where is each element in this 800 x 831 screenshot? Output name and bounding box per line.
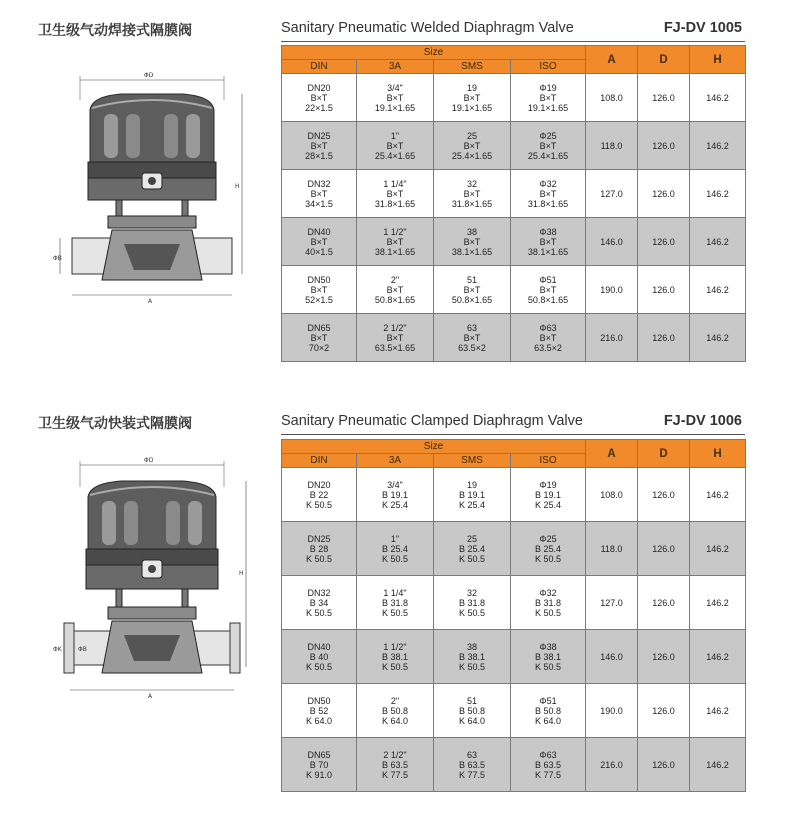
cell-h: 146.2 <box>690 170 746 218</box>
cell-line: 31.8×1.65 <box>527 198 569 209</box>
cell-line: 1" <box>390 533 400 544</box>
cell-d: 126.0 <box>638 266 690 314</box>
cell-line: B×T <box>539 140 557 151</box>
cell-line: K 50.5 <box>305 661 333 672</box>
cell-line: K 50.5 <box>534 553 562 564</box>
cell-line: DN50 <box>307 695 331 706</box>
cell-a: 190.0 <box>586 684 638 738</box>
cell-line: 1 1/4" <box>383 587 407 598</box>
cell-line: 50.8×1.65 <box>374 294 416 305</box>
cell-line: Φ32 <box>539 587 557 598</box>
cell-line: K 50.5 <box>458 607 486 618</box>
cell-line: B 31.8 <box>381 597 409 608</box>
header-iso: ISO <box>511 454 586 468</box>
cell-line: B×T <box>310 236 328 247</box>
cell-d: 126.0 <box>638 522 690 576</box>
table-row <box>282 630 746 684</box>
cell-iso <box>511 74 586 122</box>
cell-line: B 31.8 <box>458 597 486 608</box>
cell-iso <box>511 738 586 792</box>
cell-line: K 50.5 <box>305 499 333 510</box>
cell-iso <box>511 122 586 170</box>
cell-sms <box>434 684 511 738</box>
cell-line: B 52 <box>309 705 329 716</box>
cell-iso <box>511 576 586 630</box>
cell-line: B 38.1 <box>458 651 486 662</box>
cell-line: K 50.5 <box>305 553 333 564</box>
cell-line: 1 1/2" <box>383 226 407 237</box>
header-a: A <box>586 440 638 468</box>
model-code-welded: FJ-DV 1005 <box>663 20 742 36</box>
cell-sms <box>434 170 511 218</box>
cell-d: 126.0 <box>638 576 690 630</box>
rib-1 <box>104 114 118 158</box>
cell-a3 <box>357 218 434 266</box>
cell-line: DN65 <box>307 322 331 333</box>
cell-line: 32 <box>466 178 477 189</box>
cell-line: B×T <box>310 284 328 295</box>
cell-line: B 38.1 <box>381 651 409 662</box>
cell-line: B×T <box>386 236 404 247</box>
cell-a: 216.0 <box>586 738 638 792</box>
table-row <box>282 218 746 266</box>
cell-line: B×T <box>386 284 404 295</box>
welded-spec-table <box>281 45 746 362</box>
table-row <box>282 468 746 522</box>
cell-line: DN20 <box>307 479 331 490</box>
cell-iso <box>511 314 586 362</box>
cell-line: 19 <box>466 479 477 490</box>
cell-line: 25 <box>466 533 477 544</box>
cell-a3 <box>357 738 434 792</box>
cell-line: 50.8×1.65 <box>527 294 569 305</box>
cell-line: DN32 <box>307 587 331 598</box>
cell-line: B 34 <box>309 597 329 608</box>
dim-b-label: ΦB <box>78 646 87 653</box>
cell-line: 63 <box>466 749 477 760</box>
cell-a3 <box>357 74 434 122</box>
cell-a: 118.0 <box>586 122 638 170</box>
dim-b-label: ΦB <box>53 255 62 262</box>
header-h: H <box>690 46 746 74</box>
cell-d: 126.0 <box>638 468 690 522</box>
cell-a: 146.0 <box>586 218 638 266</box>
welded-valve-drawing <box>52 70 262 310</box>
cell-line: 51 <box>466 695 477 706</box>
cell-line: B×T <box>310 188 328 199</box>
cell-line: B 40 <box>309 651 329 662</box>
cell-a3 <box>357 314 434 362</box>
cell-line: B 25.4 <box>534 543 562 554</box>
header-sms: SMS <box>434 454 511 468</box>
cell-line: 25 <box>466 130 477 141</box>
cell-din <box>282 576 357 630</box>
cell-line: 31.8×1.65 <box>374 198 416 209</box>
dim-h-label: H <box>235 183 240 190</box>
welded-table-body <box>282 74 746 362</box>
cell-line: B 22 <box>309 489 329 500</box>
cell-h: 146.2 <box>690 522 746 576</box>
dim-a-label: A <box>148 693 153 700</box>
dim-a-label: A <box>148 298 153 305</box>
cell-line: B×T <box>463 188 481 199</box>
cell-line: 63 <box>466 322 477 333</box>
cell-iso <box>511 266 586 314</box>
cell-line: 70×2 <box>308 342 330 353</box>
cell-line: B×T <box>310 140 328 151</box>
clamped-valve-drawing <box>52 455 262 705</box>
dim-d-label: ΦD <box>144 457 154 464</box>
cell-sms <box>434 576 511 630</box>
cell-din <box>282 522 357 576</box>
cell-line: 63.5×1.65 <box>374 342 416 353</box>
cell-line: B 50.8 <box>534 705 562 716</box>
cell-line: 19 <box>466 82 477 93</box>
dim-h-label: H <box>239 570 244 577</box>
header-3a: 3A <box>357 60 434 74</box>
clamp-ferrule-left <box>64 623 74 673</box>
en-title-welded: Sanitary Pneumatic Welded Diaphragm Valve <box>281 20 574 36</box>
header-d: D <box>638 46 690 74</box>
dim-k-label: ΦK <box>53 646 62 653</box>
header-din: DIN <box>282 454 357 468</box>
cell-line: Φ19 <box>539 82 557 93</box>
cell-line: 31.8×1.65 <box>451 198 493 209</box>
cell-line: K 50.5 <box>458 661 486 672</box>
header-sms: SMS <box>434 60 511 74</box>
cell-sms <box>434 522 511 576</box>
cell-din <box>282 684 357 738</box>
cell-sms <box>434 122 511 170</box>
model-code-clamped: FJ-DV 1006 <box>663 413 742 429</box>
header-h: H <box>690 440 746 468</box>
table-row <box>282 74 746 122</box>
cell-line: B 70 <box>309 759 329 770</box>
cell-line: B×T <box>539 284 557 295</box>
cell-line: 2 1/2" <box>383 322 407 333</box>
cell-din <box>282 122 357 170</box>
cell-d: 126.0 <box>638 218 690 266</box>
cell-line: K 25.4 <box>381 499 409 510</box>
cell-line: K 64.0 <box>381 715 409 726</box>
cell-line: B×T <box>463 332 481 343</box>
cell-line: K 50.5 <box>458 553 486 564</box>
cell-line: 63.5×2 <box>458 342 486 353</box>
cell-line: B×T <box>386 140 404 151</box>
cell-h: 146.2 <box>690 314 746 362</box>
cell-din <box>282 738 357 792</box>
cell-h: 146.2 <box>690 738 746 792</box>
cell-line: 38 <box>466 226 477 237</box>
table-row <box>282 522 746 576</box>
cell-line: B 63.5 <box>534 759 562 770</box>
cell-line: Φ19 <box>539 479 557 490</box>
cell-din <box>282 630 357 684</box>
cell-line: K 50.5 <box>381 607 409 618</box>
cell-line: K 50.5 <box>381 553 409 564</box>
cell-line: B 25.4 <box>381 543 409 554</box>
cell-line: DN50 <box>307 274 331 285</box>
cell-sms <box>434 266 511 314</box>
cell-line: B×T <box>310 332 328 343</box>
cell-h: 146.2 <box>690 218 746 266</box>
cell-line: Φ63 <box>539 322 557 333</box>
cell-line: 63.5×2 <box>534 342 562 353</box>
cell-line: 3/4" <box>387 479 403 490</box>
cell-line: 38.1×1.65 <box>374 246 416 257</box>
cell-d: 126.0 <box>638 630 690 684</box>
cell-line: B×T <box>463 236 481 247</box>
header-size: Size <box>282 46 586 60</box>
cell-line: 22×1.5 <box>305 102 333 113</box>
cell-iso <box>511 684 586 738</box>
cell-line: DN40 <box>307 641 331 652</box>
header-a: A <box>586 46 638 74</box>
cell-h: 146.2 <box>690 576 746 630</box>
cell-a3 <box>357 468 434 522</box>
cell-h: 146.2 <box>690 630 746 684</box>
cell-line: B×T <box>539 188 557 199</box>
cell-d: 126.0 <box>638 684 690 738</box>
cell-din <box>282 218 357 266</box>
cell-line: Φ51 <box>539 695 557 706</box>
cell-line: K 77.5 <box>534 769 562 780</box>
cell-line: 25.4×1.65 <box>451 150 493 161</box>
cell-line: B×T <box>386 332 404 343</box>
cell-line: B 31.8 <box>534 597 562 608</box>
clamped-spec-table <box>281 439 746 792</box>
cell-line: Φ38 <box>539 226 557 237</box>
cell-line: DN20 <box>307 82 331 93</box>
cell-line: 38.1×1.65 <box>451 246 493 257</box>
cell-line: B×T <box>310 92 328 103</box>
cell-line: K 50.5 <box>381 661 409 672</box>
cell-line: 50.8×1.65 <box>451 294 493 305</box>
cell-din <box>282 74 357 122</box>
cell-line: B 63.5 <box>458 759 486 770</box>
cell-line: B×T <box>463 140 481 151</box>
cell-h: 146.2 <box>690 266 746 314</box>
cell-line: 2" <box>390 695 400 706</box>
cell-iso <box>511 218 586 266</box>
clamp-ferrule-right <box>230 623 240 673</box>
cell-line: B 50.8 <box>381 705 409 716</box>
cell-line: B 25.4 <box>458 543 486 554</box>
cell-line: B 28 <box>309 543 329 554</box>
cell-line: B×T <box>539 332 557 343</box>
cell-iso <box>511 468 586 522</box>
header-3a: 3A <box>357 454 434 468</box>
cell-a3 <box>357 522 434 576</box>
cell-line: 25.4×1.65 <box>374 150 416 161</box>
cell-a: 108.0 <box>586 468 638 522</box>
cell-line: 51 <box>466 274 477 285</box>
cell-din <box>282 170 357 218</box>
cell-line: B×T <box>386 92 404 103</box>
cell-d: 126.0 <box>638 122 690 170</box>
cell-sms <box>434 74 511 122</box>
cell-line: 32 <box>466 587 477 598</box>
cell-line: K 25.4 <box>534 499 562 510</box>
cell-a: 190.0 <box>586 266 638 314</box>
cell-sms <box>434 630 511 684</box>
header-d: D <box>638 440 690 468</box>
cell-line: 19.1×1.65 <box>451 102 493 113</box>
cell-d: 126.0 <box>638 170 690 218</box>
cell-line: DN25 <box>307 533 331 544</box>
cell-line: DN25 <box>307 130 331 141</box>
cell-a: 127.0 <box>586 170 638 218</box>
table-row <box>282 122 746 170</box>
cell-line: B 19.1 <box>534 489 562 500</box>
title-rule <box>281 41 745 42</box>
cell-line: B×T <box>539 92 557 103</box>
cell-a: 216.0 <box>586 314 638 362</box>
cell-line: B 38.1 <box>534 651 562 662</box>
cell-line: K 50.5 <box>534 607 562 618</box>
table-row <box>282 738 746 792</box>
cell-sms <box>434 468 511 522</box>
cell-line: B 19.1 <box>381 489 409 500</box>
cell-line: K 50.5 <box>305 607 333 618</box>
cell-a3 <box>357 576 434 630</box>
cn-title-welded: 卫生级气动焊接式隔膜阀 <box>38 23 192 39</box>
cell-line: Φ25 <box>539 533 557 544</box>
cell-line: Φ25 <box>539 130 557 141</box>
cell-iso <box>511 522 586 576</box>
cell-line: 34×1.5 <box>305 198 333 209</box>
cell-line: B×T <box>386 188 404 199</box>
cell-d: 126.0 <box>638 74 690 122</box>
dim-d-label: ΦD <box>144 72 154 79</box>
cell-a3 <box>357 122 434 170</box>
cell-line: K 64.0 <box>534 715 562 726</box>
cell-line: Φ51 <box>539 274 557 285</box>
cell-line: 19.1×1.65 <box>374 102 416 113</box>
cell-line: Φ63 <box>539 749 557 760</box>
cn-title-clamped: 卫生级气动快装式隔膜阀 <box>38 416 192 432</box>
cell-line: K 91.0 <box>305 769 333 780</box>
cell-a3 <box>357 170 434 218</box>
cell-din <box>282 266 357 314</box>
cell-line: B×T <box>463 92 481 103</box>
cell-line: B×T <box>463 284 481 295</box>
cell-line: DN32 <box>307 178 331 189</box>
cell-line: B 50.8 <box>458 705 486 716</box>
cell-line: 25.4×1.65 <box>527 150 569 161</box>
cell-h: 146.2 <box>690 122 746 170</box>
cell-line: 2 1/2" <box>383 749 407 760</box>
cell-line: 40×1.5 <box>305 246 333 257</box>
cell-line: 38 <box>466 641 477 652</box>
cell-line: 3/4" <box>387 82 403 93</box>
cell-iso <box>511 630 586 684</box>
header-din: DIN <box>282 60 357 74</box>
cell-a3 <box>357 684 434 738</box>
cell-line: 1 1/2" <box>383 641 407 652</box>
cell-a3 <box>357 630 434 684</box>
cell-line: DN40 <box>307 226 331 237</box>
cell-sms <box>434 314 511 362</box>
cell-line: DN65 <box>307 749 331 760</box>
table-row <box>282 684 746 738</box>
cell-line: Φ32 <box>539 178 557 189</box>
cell-line: B 63.5 <box>381 759 409 770</box>
cell-h: 146.2 <box>690 684 746 738</box>
cell-a: 127.0 <box>586 576 638 630</box>
cell-line: 52×1.5 <box>305 294 333 305</box>
cell-h: 146.2 <box>690 468 746 522</box>
cell-sms <box>434 218 511 266</box>
cell-iso <box>511 170 586 218</box>
table-row <box>282 576 746 630</box>
cell-line: K 77.5 <box>458 769 486 780</box>
cell-line: K 64.0 <box>458 715 486 726</box>
cell-a: 146.0 <box>586 630 638 684</box>
cell-d: 126.0 <box>638 314 690 362</box>
cell-line: B 19.1 <box>458 489 486 500</box>
cell-line: K 50.5 <box>534 661 562 672</box>
cell-line: 1" <box>390 130 400 141</box>
cell-h: 146.2 <box>690 74 746 122</box>
cell-line: 28×1.5 <box>305 150 333 161</box>
header-size: Size <box>282 440 586 454</box>
header-iso: ISO <box>511 60 586 74</box>
cell-a3 <box>357 266 434 314</box>
cell-d: 126.0 <box>638 738 690 792</box>
cell-line: B×T <box>539 236 557 247</box>
cell-line: K 25.4 <box>458 499 486 510</box>
cell-din <box>282 314 357 362</box>
cell-line: Φ38 <box>539 641 557 652</box>
cell-din <box>282 468 357 522</box>
cell-a: 118.0 <box>586 522 638 576</box>
table-row <box>282 266 746 314</box>
cell-line: 19.1×1.65 <box>527 102 569 113</box>
en-title-clamped: Sanitary Pneumatic Clamped Diaphragm Valve <box>281 413 583 429</box>
table-row <box>282 170 746 218</box>
cell-line: 2" <box>390 274 400 285</box>
cell-a: 108.0 <box>586 74 638 122</box>
cell-line: 38.1×1.65 <box>527 246 569 257</box>
cell-sms <box>434 738 511 792</box>
table-row <box>282 314 746 362</box>
clamped-table-body <box>282 468 746 792</box>
cell-line: K 77.5 <box>381 769 409 780</box>
cell-line: K 64.0 <box>305 715 333 726</box>
title-rule <box>281 434 745 435</box>
cell-line: 1 1/4" <box>383 178 407 189</box>
